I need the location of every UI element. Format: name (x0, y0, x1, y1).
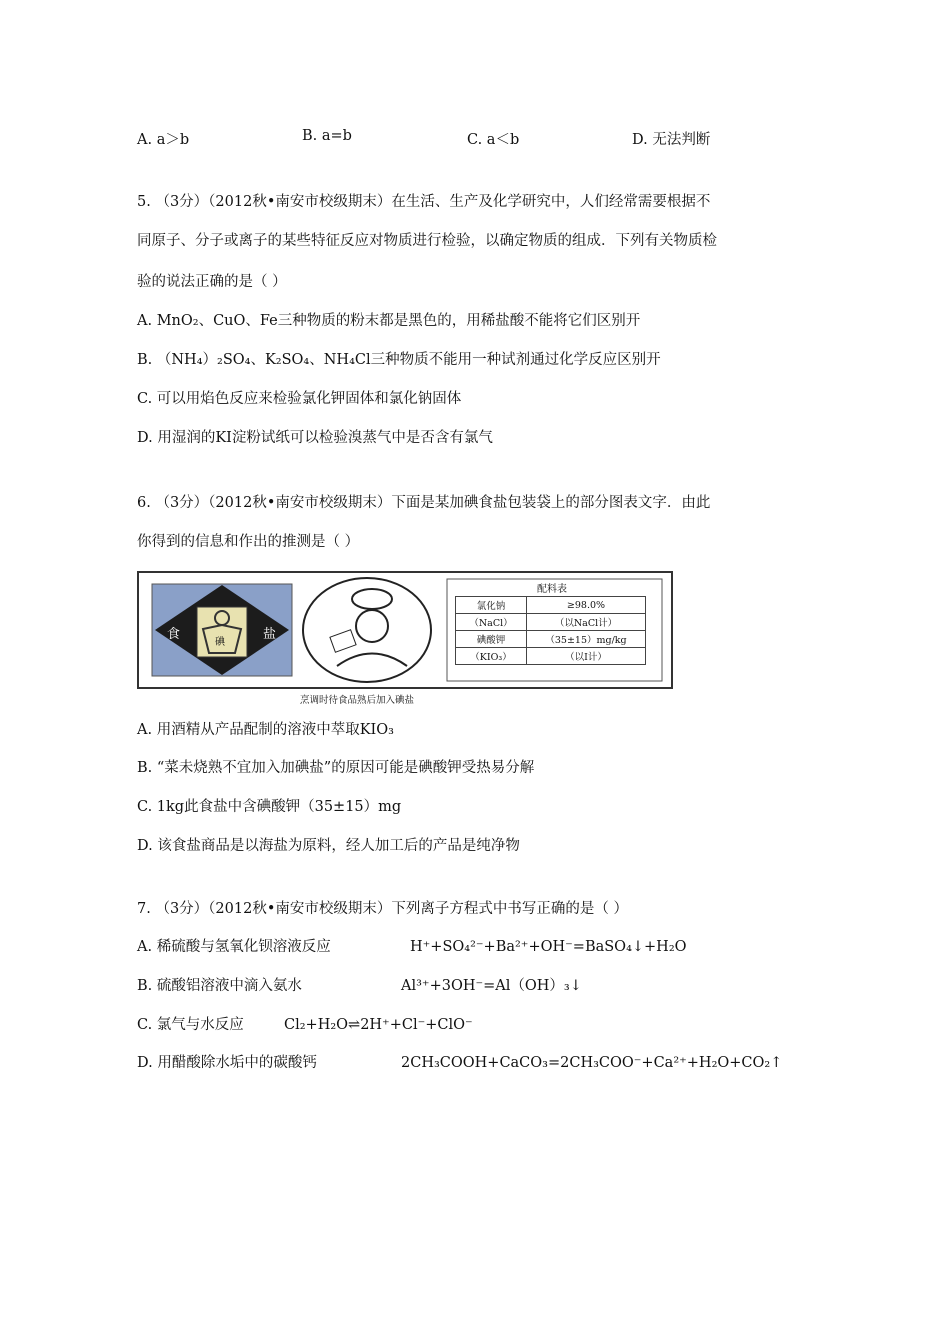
q5-stem-line2: 同原子、分子或离子的某些特征反应对物质进行检验，以确定物质的组成．下列有关物质检 (137, 233, 717, 249)
q4-option-d: D. 无法判断 (632, 132, 711, 148)
q6-option-c: C. 1kg此食盐中含碘酸钾（35±15）mg (137, 799, 402, 815)
logo-char-center: 碘 (215, 637, 225, 648)
table-cell: （NaCl） (456, 614, 527, 631)
q5-option-c: C. 可以用焰色反应来检验氯化钾固体和氯化钠固体 (137, 391, 462, 407)
logo-char-left: 食 (167, 627, 181, 642)
table-row (456, 614, 646, 631)
q5-stem-line3: 验的说法正确的是（ ） (137, 274, 287, 290)
q5-option-a: A. MnO₂、CuO、Fe三种物质的粉末都是黑色的，用稀盐酸不能将它们区别开 (137, 313, 641, 329)
table-cell: （35±15）mg/kg (527, 631, 646, 648)
table-row (456, 648, 646, 665)
q5-option-b: B. （NH₄）₂SO₄、K₂SO₄、NH₄Cl三种物质不能用一种试剂通过化学反应区别开 (137, 352, 661, 368)
table-cell: （以I计） (527, 648, 646, 665)
q6-option-b: B. “菜未烧熟不宜加入加碘盐”的原因可能是碘酸钾受热易分解 (137, 760, 535, 776)
table-cell: （以NaCl计） (527, 614, 646, 631)
q7-option-b-equation: Al³⁺+3OH⁻=Al（OH）₃↓ (401, 978, 582, 994)
figure-caption: 烹调时待食品熟后加入碘盐 (300, 695, 415, 706)
ingredient-table (455, 596, 646, 665)
q5-stem-line1: 5. （3分）（2012秋•南安市校级期末）在生活、生产及化学研究中，人们经常需要根据不 (137, 194, 711, 210)
q7-option-a-equation: H⁺+SO₄²⁻+Ba²⁺+OH⁻=BaSO₄↓+H₂O (410, 939, 687, 955)
q7-option-c-equation: Cl₂+H₂O⇌2H⁺+Cl⁻+ClO⁻ (284, 1017, 473, 1033)
q6-stem-line2: 你得到的信息和作出的推测是（ ） (137, 534, 360, 550)
q6-stem-line1: 6. （3分）（2012秋•南安市校级期末）下面是某加碘食盐包装袋上的部分图表文字．由此 (137, 495, 711, 511)
q7-option-a-text: A. 稀硫酸与氢氧化钡溶液反应 (137, 939, 331, 955)
q7-stem: 7. （3分）（2012秋•南安市校级期末）下列离子方程式中书写正确的是（ ） (137, 901, 628, 917)
table-cell: 氯化钠 (456, 597, 527, 614)
q7-option-b-text: B. 硫酸铝溶液中滴入氨水 (137, 978, 302, 994)
table-cell: 碘酸钾 (456, 631, 527, 648)
q5-option-d: D. 用湿润的KI淀粉试纸可以检验溴蒸气中是否含有氯气 (137, 430, 493, 446)
q7-option-c-text: C. 氯气与水反应 (137, 1017, 244, 1033)
q7-option-d-equation: 2CH₃COOH+CaCO₃=2CH₃COO⁻+Ca²⁺+H₂O+CO₂↑ (401, 1055, 783, 1071)
table-row (456, 597, 646, 614)
table-cell: ≥98.0% (527, 597, 646, 614)
table-cell: （KIO₃） (456, 648, 527, 665)
logo-char-right: 盐 (263, 627, 277, 642)
q6-option-d: D. 该食盐商品是以海盐为原料，经人加工后的产品是纯净物 (137, 838, 520, 854)
q4-option-b: B. a=b (302, 128, 352, 144)
ingredient-table-title: 配料表 (537, 584, 567, 595)
q4-option-c: C. a＜b (467, 132, 520, 148)
table-row (456, 631, 646, 648)
q4-option-a: A. a＞b (137, 132, 190, 148)
q6-option-a: A. 用酒精从产品配制的溶液中萃取KIO₃ (137, 722, 394, 738)
q7-option-d-text: D. 用醋酸除水垢中的碳酸钙 (137, 1055, 317, 1071)
